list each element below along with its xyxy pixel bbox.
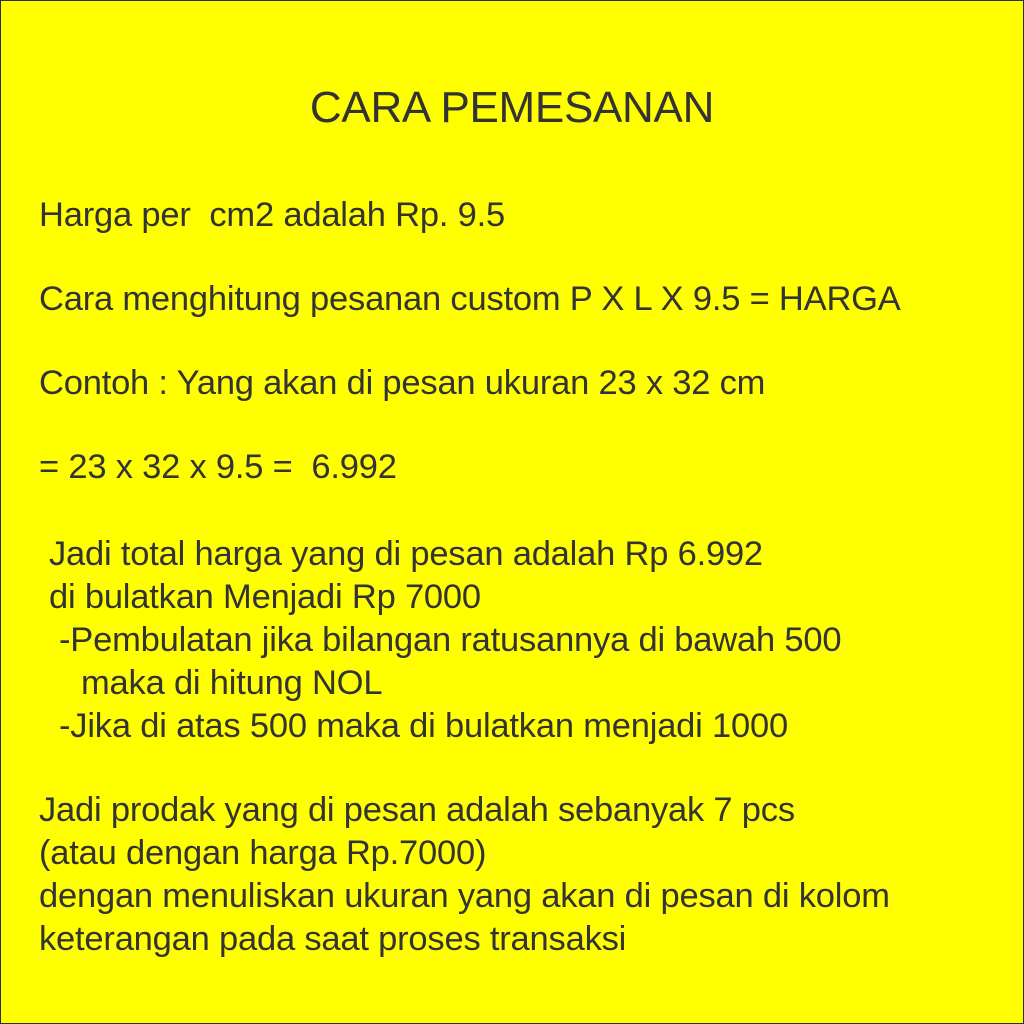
product-quantity-line: Jadi prodak yang di pesan adalah sebanyak 7 pcs	[39, 791, 795, 829]
total-price-line: Jadi total harga yang di pesan adalah Rp 6.992	[49, 535, 763, 573]
price-per-cm2-line: Harga per cm2 adalah Rp. 9.5	[39, 196, 505, 234]
rounding-rule-below-line: -Pembulatan jika bilangan ratusannya di bawah 500	[59, 621, 842, 659]
page-title: CARA PEMESANAN	[309, 83, 715, 132]
calculation-line: = 23 x 32 x 9.5 = 6.992	[39, 448, 397, 486]
rounded-price-line: di bulatkan Menjadi Rp 7000	[49, 578, 481, 616]
rounding-rule-above-line: -Jika di atas 500 maka di bulatkan menjadi 1000	[59, 707, 788, 745]
instruction-continued-line: keterangan pada saat proses transaksi	[39, 920, 627, 958]
formula-line: Cara menghitung pesanan custom P X L X 9.5 = HARGA	[39, 280, 901, 318]
example-line: Contoh : Yang akan di pesan ukuran 23 x 32 cm	[39, 364, 766, 402]
rounding-rule-zero-line: maka di hitung NOL	[81, 664, 383, 702]
instruction-line: dengan menuliskan ukuran yang akan di pesan di kolom	[39, 877, 890, 915]
price-note-line: (atau dengan harga Rp.7000)	[39, 834, 487, 872]
